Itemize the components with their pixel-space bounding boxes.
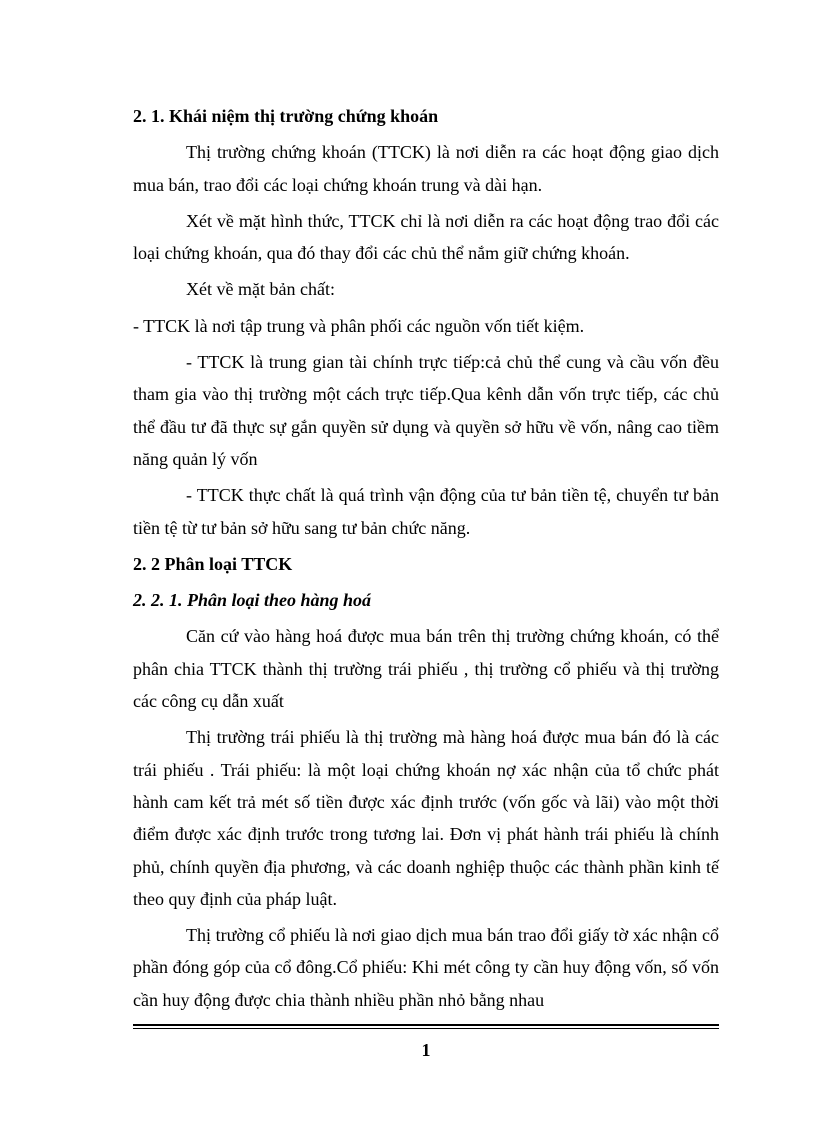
footer-divider (133, 1024, 719, 1030)
paragraph: Thị trường trái phiếu là thị trường mà hàng hoá được mua bán đó là các trái phiếu . Trái phiếu: là một loại chứng khoán nợ xác nhận của tổ chức phát hành cam kết trả mét số tiền được xác định trước (vốn gốc và lãi) vào một thời điểm được xác định trước trong tương lai. Đơn vị phát hành trái phiếu là chính phủ, chính quyền địa phương, và các doanh nghiệp thuộc các thành phần kinh tế theo quy định của pháp luật. (133, 727, 719, 909)
paragraph: Thị trường cổ phiếu là nơi giao dịch mua bán trao đổi giấy tờ xác nhận cổ phần đóng góp của cổ đông.Cổ phiếu: Khi mét công ty cần huy động vốn, số vốn cần huy động được chia thành nhiều phần nhỏ bằng nhau (133, 925, 719, 1010)
paragraph: Căn cứ vào hàng hoá được mua bán trên thị trường chứng khoán, có thể phân chia TTCK thành thị trường trái phiếu , thị trường cổ phiếu và thị trường các công cụ dẫn xuất (133, 626, 719, 712)
footer-divider-thin (133, 1028, 719, 1029)
bullet-item: - TTCK là trung gian tài chính trực tiếp:cả chủ thể cung và cầu vốn đều tham gia vào thị trường một cách trực tiếp.Qua kênh dẫn vốn trực tiếp, các chủ thể đầu tư đã thực sự gắn quyền sử dụng và quyền sở hữu về vốn, nâng cao tiềm năng quản lý vốn (133, 352, 719, 469)
section-heading-concept: 2. 1. Khái niệm thị trường chứng khoán (133, 106, 439, 126)
footer-divider-thick (133, 1024, 719, 1026)
paragraph: Xét về mặt hình thức, TTCK chỉ là nơi diễn ra các hoạt động trao đổi các loại chứng khoán, qua đó thay đổi các chủ thể nắm giữ chứng khoán. (133, 210, 719, 264)
page-number: 1 (421, 1040, 431, 1060)
subsection-heading-goods: 2. 2. 1. Phân loại theo hàng hoá (133, 590, 372, 611)
bullet-item: - TTCK là nơi tập trung và phân phối các nguồn vốn tiết kiệm. (133, 315, 585, 336)
paragraph: Xét về mặt bản chất: (186, 279, 335, 300)
section-heading-classification: 2. 2 Phân loại TTCK (133, 553, 293, 574)
paragraph: Thị trường chứng khoán (TTCK) là nơi diễn ra các hoạt động giao dịch mua bán, trao đổi các loại chứng khoán trung và dài hạn. (133, 142, 719, 195)
bullet-item: - TTCK thực chất là quá trình vận động của tư bản tiền tệ, chuyển tư bản tiền tệ từ tư bản sở hữu sang tư bản chức năng. (133, 485, 719, 538)
page-content (133, 100, 719, 1020)
